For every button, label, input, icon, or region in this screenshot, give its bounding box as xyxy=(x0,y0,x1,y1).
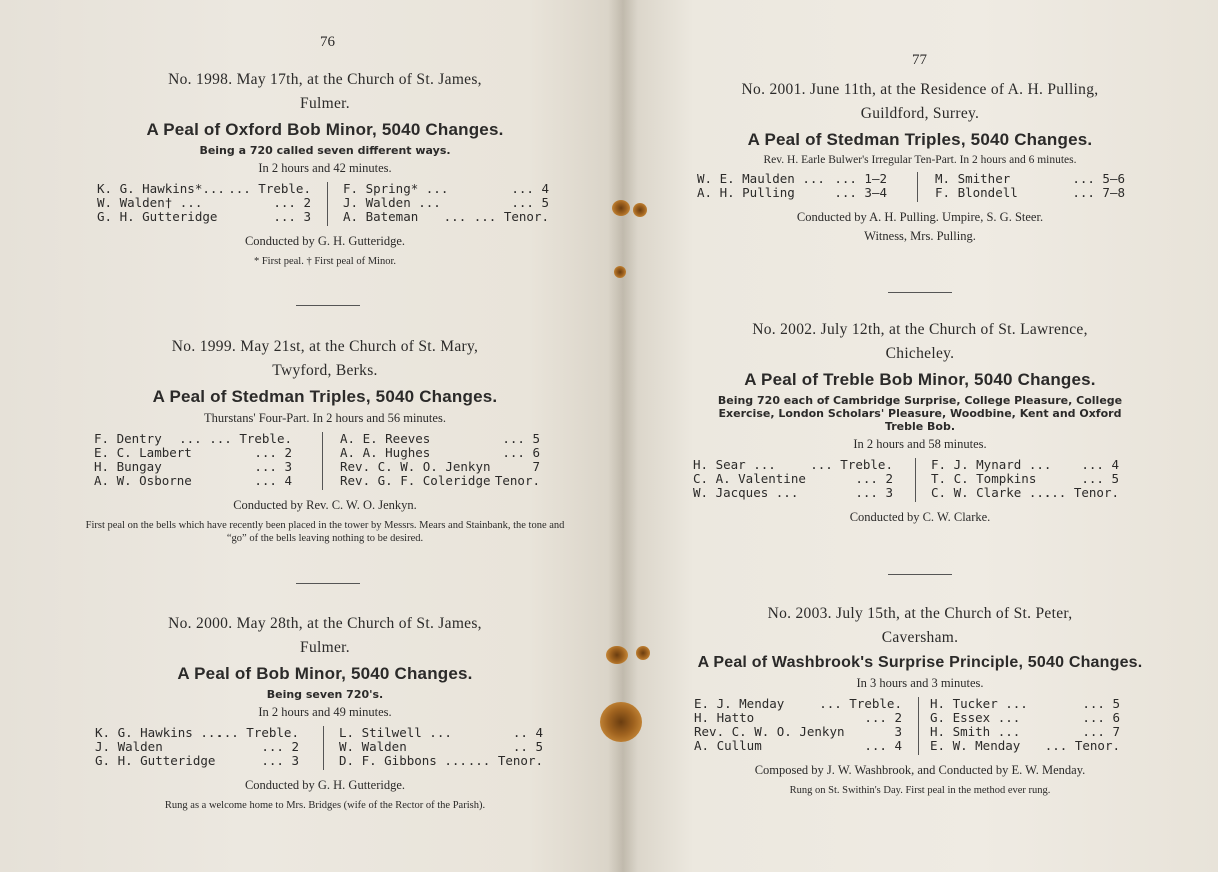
peal-footnote: Rung as a welcome home to Mrs. Bridges (wife of the Rector of the Parish). xyxy=(164,800,486,811)
column-divider xyxy=(322,432,323,490)
column-divider xyxy=(327,182,328,226)
ringer-row: D. F. Gibbons ... ... Tenor. xyxy=(339,753,543,768)
ringer-row: M. Smither ... 5—6 xyxy=(935,171,1125,186)
peal-title: A Peal of Stedman Triples, 5040 Changes. xyxy=(747,130,1093,149)
entry-heading: No. 1999. May 21st, at the Church of St. Mary, xyxy=(171,338,479,355)
peal-title: A Peal of Bob Minor, 5040 Changes. xyxy=(177,664,473,683)
peal-time: In 3 hours and 3 minutes. xyxy=(856,676,984,690)
section-divider xyxy=(888,292,952,293)
ringer-row: A. E. Reeves ... 5 xyxy=(340,431,540,446)
ringer-row: A. W. Osborne ... 4 xyxy=(94,473,292,488)
ringer-row: G. H. Gutteridge ... 3 xyxy=(95,753,299,768)
peal-footnote: First peal on the bells which have recently been placed in the tower by Messrs. Mears and Stainbank, the tone and “go” of the bells leaving nothing to be desired. xyxy=(85,520,565,544)
ringer-row: T. C. Tompkins ... 5 xyxy=(931,471,1119,486)
peal-title: A Peal of Stedman Triples, 5040 Changes. xyxy=(152,387,498,406)
entry-heading: No. 2000. May 28th, at the Church of St. James, xyxy=(168,615,482,632)
conducted-by: Conducted by Rev. C. W. O. Jenkyn. xyxy=(233,498,417,512)
ringers-table xyxy=(75,182,575,226)
conducted-by: Conducted by G. H. Gutteridge. xyxy=(244,234,406,248)
section-divider xyxy=(888,574,952,575)
entry-heading: No. 2003. July 15th, at the Church of St. Peter, xyxy=(767,605,1073,622)
ringer-row: J. Walden ... ... 5 xyxy=(343,195,549,210)
peal-time: In 2 hours and 58 minutes. xyxy=(853,437,987,451)
conducted-by: Conducted by C. W. Clarke. xyxy=(849,510,991,524)
ringer-row: E. W. Menday ... Tenor. xyxy=(930,738,1120,753)
ringer-row: W. Walden .. 5 xyxy=(339,739,543,754)
ringer-row: H. Sear ... ... Treble. xyxy=(693,457,893,472)
ringer-row: A. Cullum ... 4 xyxy=(694,738,902,753)
ringer-row: A. A. Hughes ... 6 xyxy=(340,445,540,460)
peal-subtitle: Being a 720 called seven different ways. xyxy=(199,144,451,157)
conducted-by: Conducted by G. H. Gutteridge. xyxy=(244,778,406,792)
ringer-row: C. W. Clarke ... ... Tenor. xyxy=(931,485,1119,500)
column-divider xyxy=(915,458,916,502)
ringer-row: J. Walden ... 2 xyxy=(95,739,299,754)
ringer-row: A. H. Pulling ... 3—4 xyxy=(697,185,887,200)
entry-heading: No. 1998. May 17th, at the Church of St. James, xyxy=(168,71,482,88)
conducted-by: Conducted by A. H. Pulling. Umpire, S. G. Steer. xyxy=(796,210,1044,224)
ringer-row: E. J. Menday ... Treble. xyxy=(694,696,902,711)
peal-footnote: * First peal. † First peal of Minor. xyxy=(253,256,397,267)
entry-heading: No. 2002. July 12th, at the Church of St. Lawrence, xyxy=(752,321,1088,338)
ringer-row: F. J. Mynard ... ... 4 xyxy=(931,457,1119,472)
entry-heading-line2: Caversham. xyxy=(881,629,959,646)
column-divider xyxy=(917,172,918,202)
ringer-row: L. Stilwell ... .. 4 xyxy=(339,725,543,740)
peal-entry-1998 xyxy=(75,68,575,268)
entry-heading: No. 2001. June 11th, at the Residence of A. H. Pulling, xyxy=(741,81,1099,98)
ringer-row: W. Walden† ... ... 2 xyxy=(97,195,311,210)
ringers-table xyxy=(685,172,1155,202)
ringers-table xyxy=(680,697,1160,755)
column-divider xyxy=(918,697,919,755)
ringer-row: F. Spring* ... ... 4 xyxy=(343,181,549,196)
ringer-row: Rev. C. W. O. Jenkyn 7 xyxy=(340,459,540,474)
peal-entry-2002 xyxy=(685,318,1155,525)
page-number: 77 xyxy=(912,52,927,68)
peal-title: A Peal of Oxford Bob Minor, 5040 Changes. xyxy=(146,120,504,139)
peal-title: A Peal of Treble Bob Minor, 5040 Changes. xyxy=(744,370,1096,389)
ringer-row: E. C. Lambert ... 2 xyxy=(94,445,292,460)
ringer-row: G. H. Gutteridge ... 3 xyxy=(97,209,311,224)
ringer-row: W. Jacques ... ... 3 xyxy=(693,485,893,500)
section-divider xyxy=(296,583,360,584)
entry-heading-line2: Guildford, Surrey. xyxy=(860,105,980,122)
ringer-row: H. Bungay ... 3 xyxy=(94,459,292,474)
entry-heading-line2: Chicheley. xyxy=(885,345,955,362)
ringer-row: H. Hatto ... 2 xyxy=(694,710,902,725)
ringers-table xyxy=(75,726,575,770)
peal-subtitle: Being 720 each of Cambridge Surprise, College Pleasure, College Exercise, London Scholars' Pleasure, Woodbine, Kent and Oxford Treble Bob. xyxy=(717,394,1123,433)
ringer-row: K. G. Hawkins*... ... Treble. xyxy=(97,181,311,196)
binding-hole xyxy=(606,646,628,664)
peal-entry-2003 xyxy=(680,602,1160,797)
peal-time: Thurstans' Four-Part. In 2 hours and 56 minutes. xyxy=(204,411,446,425)
page-number: 76 xyxy=(320,34,335,50)
peal-time: In 2 hours and 42 minutes. xyxy=(258,161,392,175)
ringer-row: A. Bateman ... ... Tenor. xyxy=(343,209,549,224)
ringer-row: F. Dentry ... ... Treble. xyxy=(94,431,292,446)
peal-footnote: Rung on St. Swithin's Day. First peal in the method ever rung. xyxy=(789,785,1051,796)
ringer-row: Rev. C. W. O. Jenkyn 3 xyxy=(694,724,902,739)
binding-hole xyxy=(614,266,626,278)
ringer-row: F. Blondell ... 7—8 xyxy=(935,185,1125,200)
ringers-table xyxy=(70,432,580,490)
ringer-row: C. A. Valentine ... 2 xyxy=(693,471,893,486)
section-divider xyxy=(296,305,360,306)
peal-entry-1999 xyxy=(70,335,580,545)
peal-time: Rev. H. Earle Bulwer's Irregular Ten-Part. In 2 hours and 6 minutes. xyxy=(763,154,1077,166)
peal-entry-2001 xyxy=(685,78,1155,244)
peal-time: In 2 hours and 49 minutes. xyxy=(258,705,392,719)
ringers-table xyxy=(685,458,1155,502)
binding-hole xyxy=(600,702,642,742)
entry-heading-line2: Fulmer. xyxy=(300,95,350,112)
ringer-row: Rev. G. F. Coleridge Tenor. xyxy=(340,473,540,488)
ringer-row: K. G. Hawkins ... ... Treble. xyxy=(95,725,299,740)
entry-heading-line2: Fulmer. xyxy=(300,639,350,656)
peal-entry-2000 xyxy=(75,612,575,812)
binding-hole xyxy=(636,646,650,660)
witness: Witness, Mrs. Pulling. xyxy=(864,229,976,243)
composed-conducted-by: Composed by J. W. Washbrook, and Conducted by E. W. Menday. xyxy=(754,763,1086,777)
binding-hole xyxy=(633,203,647,217)
ringer-row: H. Tucker ... ... 5 xyxy=(930,696,1120,711)
entry-heading-line2: Twyford, Berks. xyxy=(272,362,378,379)
ringer-row: G. Essex ... ... 6 xyxy=(930,710,1120,725)
peal-title: A Peal of Washbrook's Surprise Principle, 5040 Changes. xyxy=(697,654,1143,671)
ringer-row: H. Smith ... ... 7 xyxy=(930,724,1120,739)
ringer-row: W. E. Maulden ... ... 1—2 xyxy=(697,171,887,186)
column-divider xyxy=(323,726,324,770)
peal-subtitle: Being seven 720's. xyxy=(266,688,384,701)
binding-hole xyxy=(612,200,630,216)
